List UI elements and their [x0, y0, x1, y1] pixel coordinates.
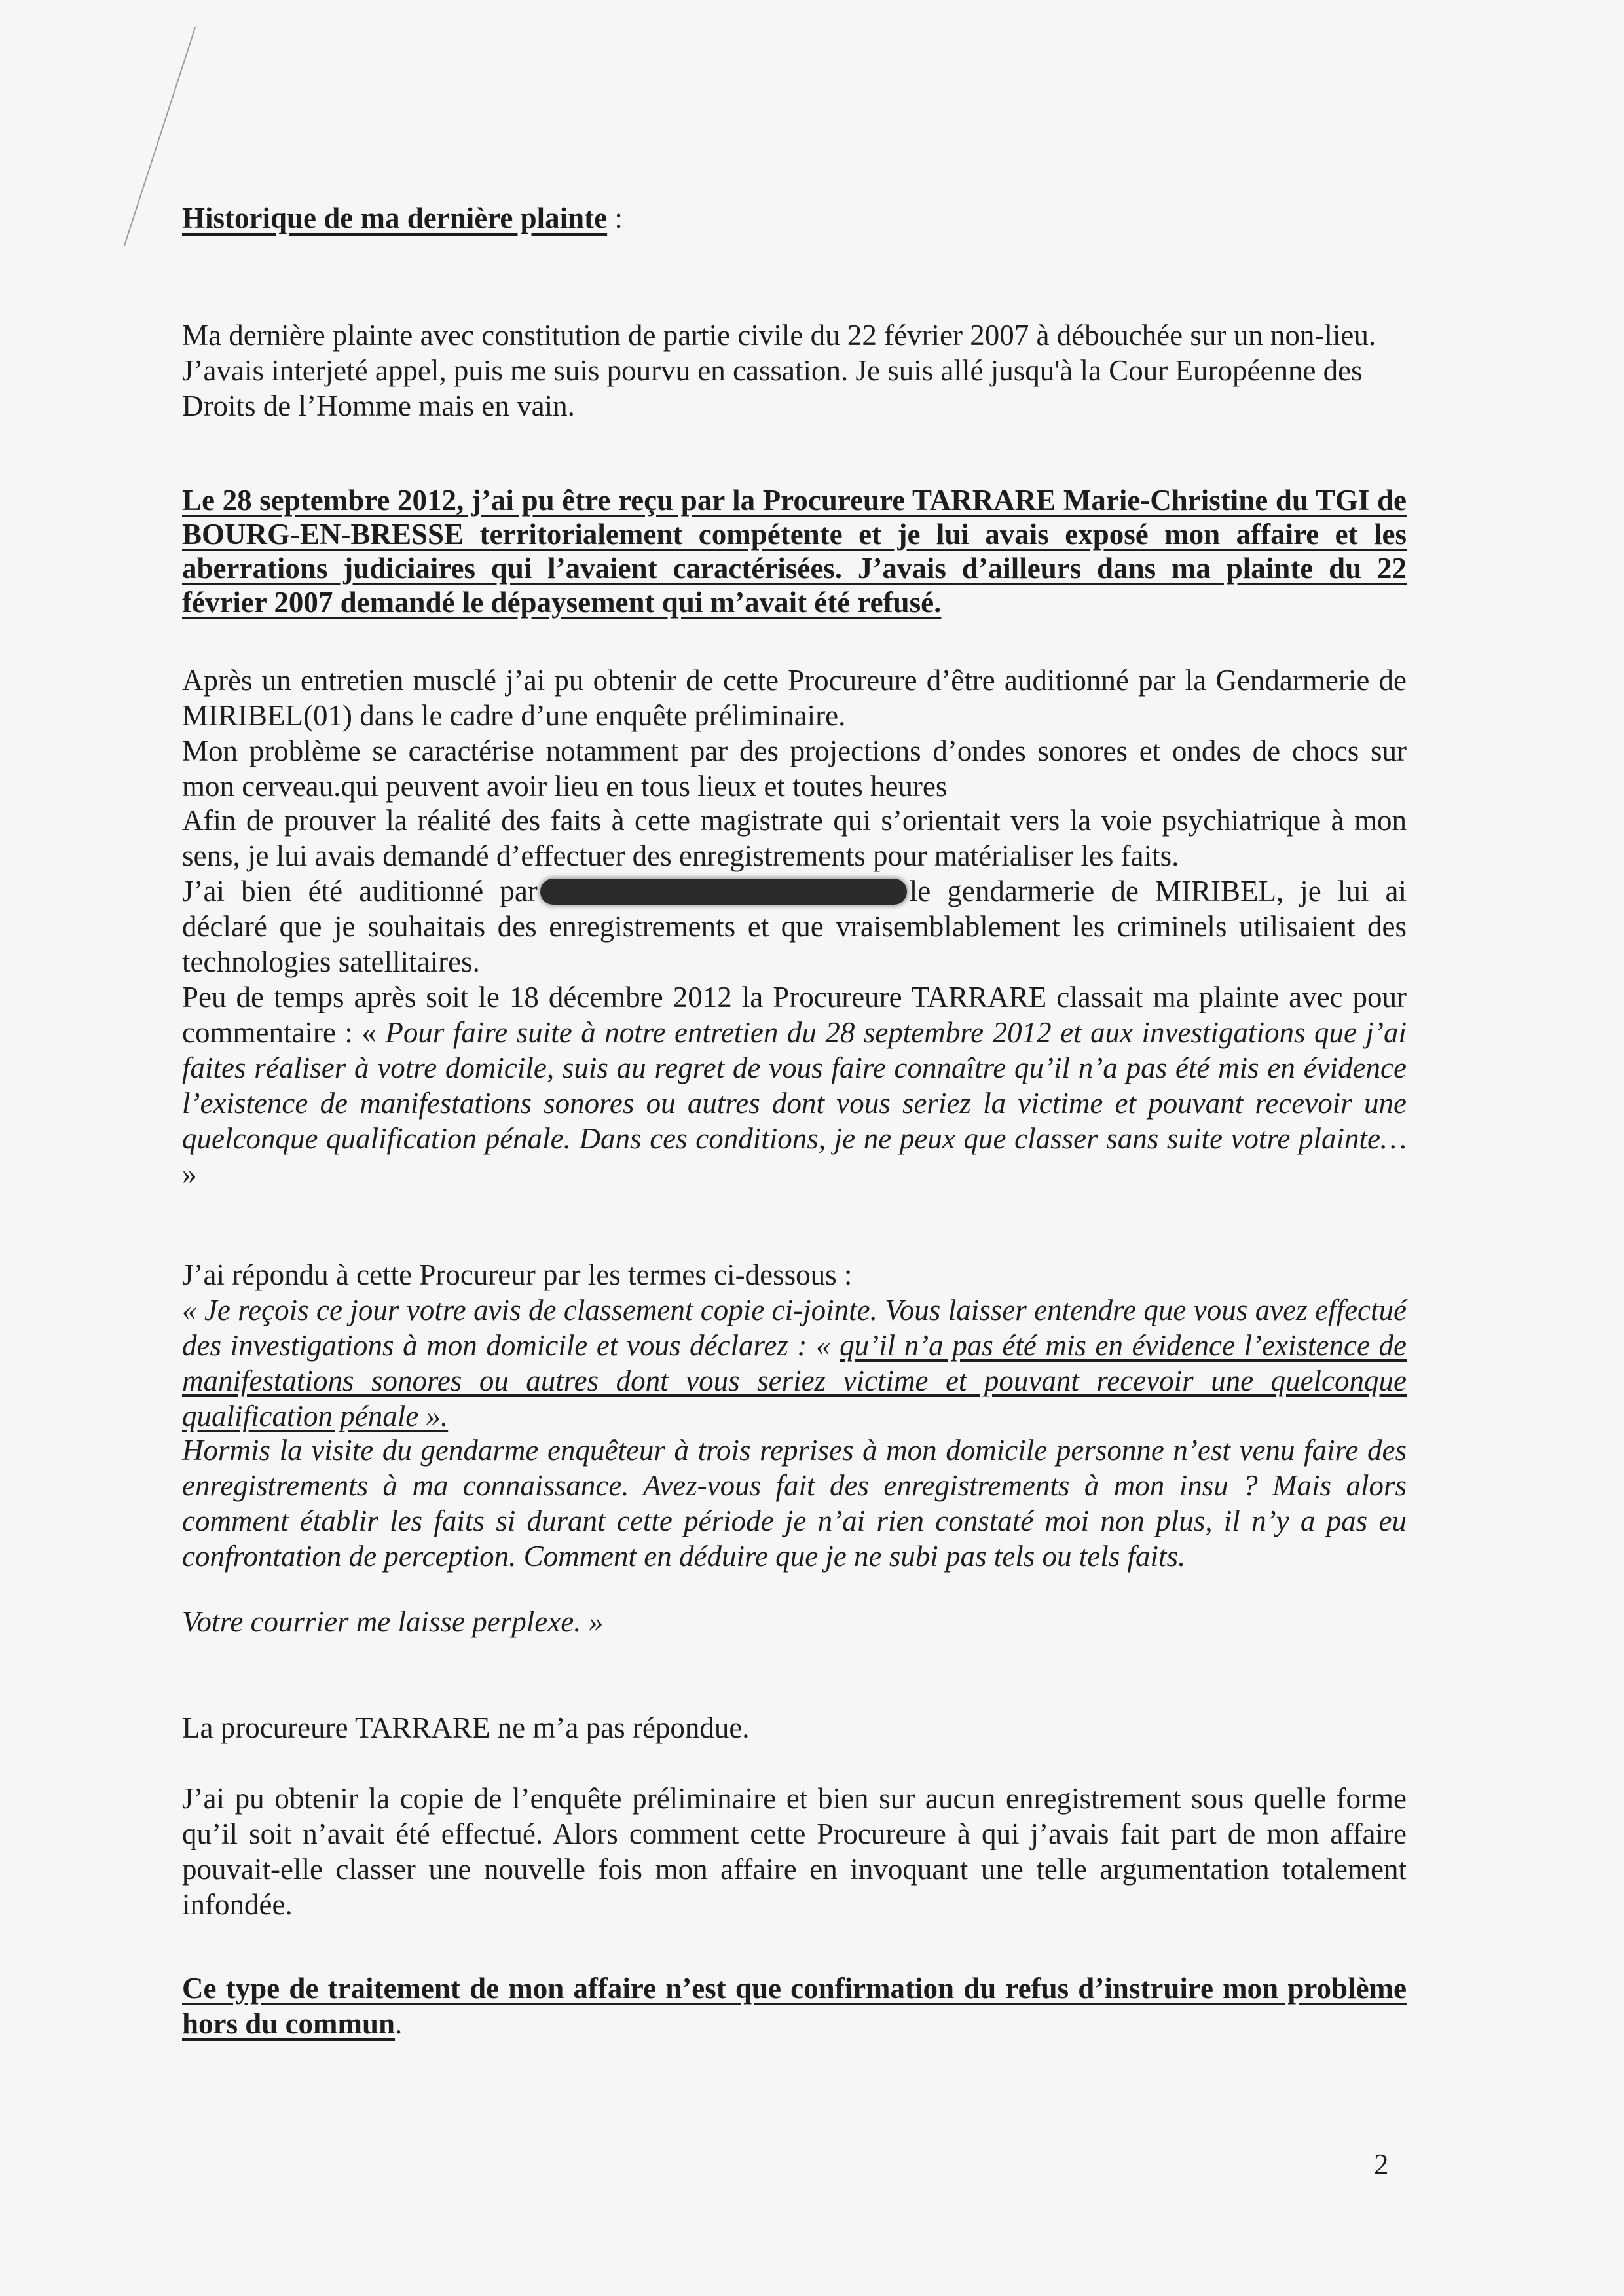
paragraph-problem-description: Mon problème se caractérise notamment par des projections d’ondes sonores et ondes de chocs sur mon cerveau.qui peuvent avoir lieu en tous lieux et toutes heures	[182, 735, 1407, 803]
dismissal-intro: Peu de temps après soit le 18 décembre 2012 la Procureure TARRARE classait ma plainte avec pour commentaire : «	[182, 981, 1407, 1049]
paragraph-reply-closing: Votre courrier me laisse perplexe. »	[182, 1605, 604, 1638]
paragraph-reply-intro: J’ai répondu à cette Procureur par les termes ci-dessous :	[182, 1258, 853, 1291]
paragraph-reply-body: Hormis la visite du gendarme enquêteur à trois reprises à mon domicile personne n’est venu faire des enregistrements à ma connaissance. Avez-vous fait des enregistrements à mon insu ? Mais alors comment établir les faits si durant cette période je n’ai rien constaté moi non plus, il n’y a pas eu confrontation de perception. Comment en déduire que je ne subi pas tels ou tels faits.	[182, 1434, 1407, 1573]
paragraph-interview: Après un entretien musclé j’ai pu obtenir de cette Procureure d’être auditionné par la Gendarmerie de MIRIBEL(01) dans le cadre d’une enquête préliminaire.	[182, 664, 1407, 732]
paragraph-previous-complaint: Ma dernière plainte avec constitution de partie civile du 22 février 2007 à débouchée sur un non-lieu. J’avais interjeté appel, puis me suis pourvu en cassation. Je suis allé jusqu'à la Cour Européenne des Droits de l’Homme mais en vain.	[182, 319, 1376, 422]
paragraph-gendarmerie-hearing	[182, 873, 1407, 979]
conclusion-bold: Ce type de traitement de mon affaire n’est que confirmation du refus d’instruire mon problème hors du commun	[182, 1972, 1407, 2040]
paragraph-reply-quote	[182, 1292, 1407, 1434]
reply-quote-start: « Je reçois ce jour votre avis de classement copie ci-jointe. Vous laisser entendre que vous avez effectué des investigations à mon domicile et vous déclarez : «	[182, 1294, 1407, 1362]
section-heading-suffix: :	[607, 202, 623, 234]
section-heading	[182, 200, 623, 236]
conclusion-end: .	[395, 2007, 403, 2040]
paragraph-investigation-copy: J’ai pu obtenir la copie de l’enquête préliminaire et bien sur aucun enregistrement sous quelle forme qu’il soit n’avait été effectué. Alors comment cette Procureure à qui j’avais fait part de mon affaire pouvait-elle classer une nouvelle fois mon affaire en invoquant une telle argumentation totalement infondée.	[182, 1782, 1407, 1921]
paragraph-dismissal	[182, 979, 1407, 1192]
hearing-text-before: J’ai bien été auditionné par	[182, 875, 538, 907]
paragraph-no-answer: La procureure TARRARE ne m’a pas répondue.	[182, 1711, 750, 1744]
paragraph-meeting-procureure: Le 28 septembre 2012, j’ai pu être reçu par la Procureure TARRARE Marie-Christine du TGI de BOURG-EN-BRESSE territorialement compétente et je lui avais exposé mon affaire et les aberrations judiciaires qui l’avaient caractérisées. J’avais d’ailleurs dans ma plainte du 22 février 2007 demandé le dépaysement qui m’avait été refusé.	[182, 484, 1407, 619]
reply-quote-underlined: qu’il n’a pas été mis en évidence l’existence de manifestations sonores ou autres dont vous seriez victime et pouvant recevoir une quelconque qualification pénale ».	[182, 1329, 1407, 1432]
paragraph-conclusion	[182, 1971, 1407, 2041]
page-number: 2	[1374, 2148, 1389, 2181]
hearing-text-after: le gendarmerie de MIRIBEL, je lui ai déclaré que je souhaitais des enregistrements et que vraisemblablement les criminels utilisaient des technologies satellitaires.	[182, 875, 1407, 978]
paragraph-recording-request: Afin de prouver la réalité des faits à cette magistrate qui s’orientait vers la voie psychiatrique à mon sens, je lui avais demandé d’effectuer des enregistrements pour matérialiser les faits.	[182, 804, 1407, 872]
redacted-name	[540, 879, 907, 905]
section-heading-label: Historique de ma dernière plainte	[182, 202, 608, 234]
dismissal-quote: Pour faire suite à notre entretien du 28 septembre 2012 et aux investigations que j’ai faites réaliser à votre domicile, suis au regret de vous faire connaître qu’il n’a pas été mis en évidence l’existence de manifestations sonores ou autres dont vous seriez la victime et pouvant recevoir une quelconque qualification pénale. Dans ces conditions, je ne peux que classer sans suite votre plainte…	[182, 1016, 1407, 1155]
dismissal-quote-close: »	[182, 1157, 197, 1190]
